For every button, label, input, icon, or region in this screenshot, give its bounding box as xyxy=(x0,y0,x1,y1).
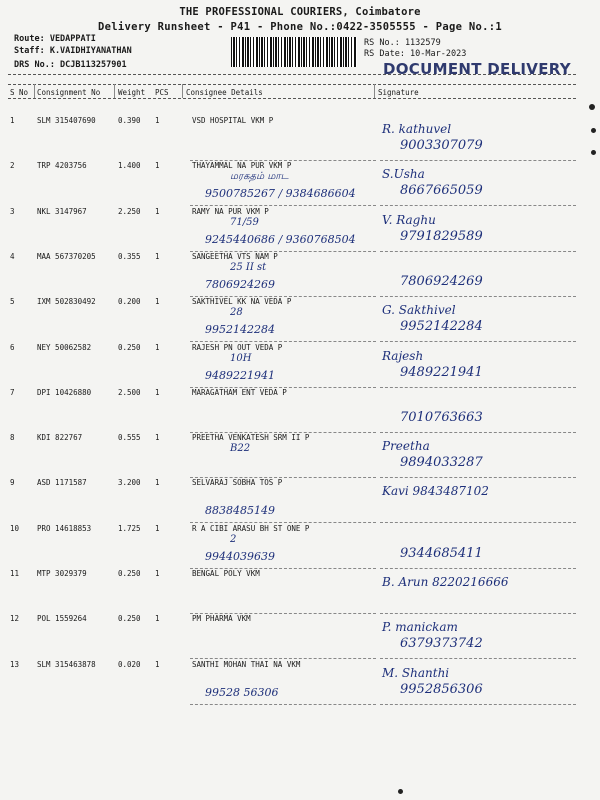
col-header-pcs: PCS xyxy=(155,88,169,97)
barcode-image xyxy=(231,37,357,67)
signature-phone: 9894033287 xyxy=(400,455,483,471)
handwritten-note: 2 xyxy=(230,533,237,545)
signature-phone: 9952142284 xyxy=(400,319,483,335)
pcs-value: 1 xyxy=(155,614,160,624)
row-sno: 8 xyxy=(10,433,15,443)
runsheet-subtitle: Delivery Runsheet - P41 - Phone No.:0422-3505555 - Page No.:1 xyxy=(98,21,502,33)
table-row xyxy=(0,116,600,162)
consignment-no: MAA 567370205 xyxy=(37,251,96,261)
weight-value: 0.250 xyxy=(118,569,141,578)
row-sno: 12 xyxy=(10,614,20,624)
row-sno: 7 xyxy=(10,387,15,397)
handwritten-note: 25 II st xyxy=(230,261,267,273)
handwritten-phone: 9245440686 / 9360768504 xyxy=(205,232,356,246)
recipient-signature: M. Shanthi xyxy=(382,665,450,680)
pcs-value: 1 xyxy=(155,297,160,307)
handwritten-phone: 7806924269 xyxy=(205,277,275,291)
row-sno: 11 xyxy=(10,569,20,578)
header-divider xyxy=(8,98,576,99)
pcs-value: 1 xyxy=(155,478,160,488)
col-header-weight: Weight xyxy=(118,88,146,97)
consignment-no: SLM 315463878 xyxy=(37,659,96,669)
drs-number: DRS No.: DCJB113257901 xyxy=(14,60,127,70)
header-divider xyxy=(8,84,576,85)
handwritten-note: 10H xyxy=(230,352,252,364)
table-row xyxy=(0,660,600,706)
recipient-signature: R. kathuvel xyxy=(382,122,452,136)
signature-phone: 7010763663 xyxy=(400,409,483,425)
consignee-details: SANTHI MOHAN THAI NA VKM xyxy=(192,659,301,669)
col-header-sno: S No xyxy=(10,88,29,97)
recipient-signature: Kavi 9843487102 xyxy=(382,484,489,499)
consignment-no: TRP 4203756 xyxy=(37,161,87,171)
row-sno: 13 xyxy=(10,659,20,669)
consignee-details: BENGAL POLY VKM xyxy=(192,569,260,578)
staff-label: Staff: K.VAIDHIYANATHAN xyxy=(14,46,132,56)
row-separator xyxy=(190,704,376,705)
signature-phone: 8667665059 xyxy=(400,183,483,199)
table-row xyxy=(0,343,600,389)
pcs-value: 1 xyxy=(155,342,160,352)
consignee-details: R A CIBI ARASU BH ST ONE P xyxy=(192,523,310,533)
recipient-signature: V. Raghu xyxy=(382,212,436,227)
signature-phone: 7806924269 xyxy=(400,273,483,289)
handwritten-note: 28 xyxy=(230,307,243,319)
company-title: THE PROFESSIONAL COURIERS, Coimbatore xyxy=(179,6,421,18)
weight-value: 0.020 xyxy=(118,659,141,669)
consignment-no: SLM 315407690 xyxy=(37,116,96,125)
consignment-no: NEY 50062582 xyxy=(37,342,92,352)
route-label: Route: VEDAPPATI xyxy=(14,34,96,44)
pcs-value: 1 xyxy=(155,659,160,669)
signature-phone: 9003307079 xyxy=(400,138,483,153)
consignment-no: MTP 3029379 xyxy=(37,569,87,578)
pcs-value: 1 xyxy=(155,161,160,171)
signature-phone: 9952856306 xyxy=(400,681,483,697)
consignee-details: SELVARAJ SOBHA TOS P xyxy=(192,478,283,488)
column-rule xyxy=(374,84,375,98)
column-rule xyxy=(182,84,183,98)
consignee-details: MARAGATHAM ENT VEDA P xyxy=(192,387,287,397)
consignee-details: SANGEETHA VTS NAM P xyxy=(192,251,278,261)
row-sno: 1 xyxy=(10,116,15,125)
handwritten-phone: 9952142284 xyxy=(205,323,275,337)
pcs-value: 1 xyxy=(155,206,160,216)
column-rule xyxy=(114,84,115,98)
recipient-signature: G. Sakthivel xyxy=(382,303,456,318)
recipient-signature: B. Arun 8220216666 xyxy=(382,575,509,589)
pcs-value: 1 xyxy=(155,569,160,578)
pcs-value: 1 xyxy=(155,387,160,397)
consignee-details: RAJESH PN OUT VEDA P xyxy=(192,342,283,352)
pcs-value: 1 xyxy=(155,433,160,443)
row-sno: 2 xyxy=(10,161,15,171)
table-row xyxy=(0,614,600,660)
consignee-details: SAKTHIVEL KK NA VEDA P xyxy=(192,297,292,307)
signature-line xyxy=(380,704,576,705)
row-sno: 9 xyxy=(10,478,15,488)
recipient-signature: P. manickam xyxy=(382,620,458,635)
table-row xyxy=(0,569,600,615)
table-row xyxy=(0,207,600,253)
consignment-no: PRO 14618853 xyxy=(37,523,92,533)
rs-date: RS Date: 10-Mar-2023 xyxy=(364,49,467,59)
recipient-signature: S.Usha xyxy=(382,167,425,182)
weight-value: 2.500 xyxy=(118,387,141,397)
pcs-value: 1 xyxy=(155,251,160,261)
handwritten-note: 71/59 xyxy=(230,216,259,228)
handwritten-phone: 8838485149 xyxy=(205,504,275,518)
weight-value: 0.250 xyxy=(118,342,141,352)
handwritten-note: B22 xyxy=(230,443,251,455)
header-divider xyxy=(8,74,576,75)
weight-value: 2.250 xyxy=(118,206,141,216)
table-row xyxy=(0,388,600,434)
col-header-consignee: Consignee Details xyxy=(186,88,263,97)
consignee-details: PREETHA VENKATESH SRM II P xyxy=(192,433,310,443)
signature-phone: 9791829589 xyxy=(400,228,483,244)
consignment-no: KDI 822767 xyxy=(37,433,83,443)
weight-value: 1.725 xyxy=(118,523,141,533)
consignment-no: DPI 10426880 xyxy=(37,387,92,397)
recipient-signature: Rajesh xyxy=(382,348,424,363)
document-delivery-stamp: DOCUMENT DELIVERY xyxy=(383,60,571,78)
handwritten-phone: 99528 56306 xyxy=(205,685,279,699)
signature-phone: 9489221941 xyxy=(400,364,483,380)
signature-phone: 6379373742 xyxy=(400,636,483,652)
row-sno: 6 xyxy=(10,342,15,352)
row-sno: 5 xyxy=(10,297,15,307)
consignment-no: ASD 1171587 xyxy=(37,478,87,488)
handwritten-note: மரகதம் மாட xyxy=(230,171,289,183)
handwritten-phone: 9944039639 xyxy=(205,549,275,563)
weight-value: 0.555 xyxy=(118,433,141,443)
consignment-no: POL 1559264 xyxy=(37,614,87,624)
consignee-details: THAYAMMAL NA PUR VKM P xyxy=(192,161,292,171)
col-header-signature: Signature xyxy=(378,88,419,97)
table-row xyxy=(0,161,600,207)
row-sno: 10 xyxy=(10,523,20,533)
table-row xyxy=(0,433,600,479)
handwritten-phone: 9500785267 / 9384686604 xyxy=(205,187,356,201)
weight-value: 1.400 xyxy=(118,161,141,171)
weight-value: 0.355 xyxy=(118,251,141,261)
table-row xyxy=(0,524,600,570)
pcs-value: 1 xyxy=(155,116,160,125)
consignee-details: PM PHARMA VKM xyxy=(192,614,251,624)
table-row xyxy=(0,478,600,524)
weight-value: 3.200 xyxy=(118,478,141,488)
hole-punch-mark xyxy=(398,789,403,794)
column-rule xyxy=(34,84,35,98)
weight-value: 0.200 xyxy=(118,297,141,307)
weight-value: 0.250 xyxy=(118,614,141,624)
col-header-consignment: Consignment No xyxy=(37,88,101,97)
rs-number: RS No.: 1132579 xyxy=(364,38,441,48)
weight-value: 0.390 xyxy=(118,116,141,125)
table-row xyxy=(0,252,600,298)
hole-punch-mark xyxy=(589,104,595,110)
handwritten-phone: 9489221941 xyxy=(205,368,275,382)
signature-phone: 9344685411 xyxy=(400,545,483,561)
row-sno: 3 xyxy=(10,206,15,216)
consignee-details: RAMY NA PUR VKM P xyxy=(192,206,269,216)
pcs-value: 1 xyxy=(155,523,160,533)
recipient-signature: Preetha xyxy=(382,439,430,454)
consignee-details: VSD HOSPITAL VKM P xyxy=(192,116,274,125)
row-sno: 4 xyxy=(10,251,15,261)
consignment-no: NKL 3147967 xyxy=(37,206,87,216)
consignment-no: IXM 502830492 xyxy=(37,297,96,307)
table-row xyxy=(0,297,600,343)
